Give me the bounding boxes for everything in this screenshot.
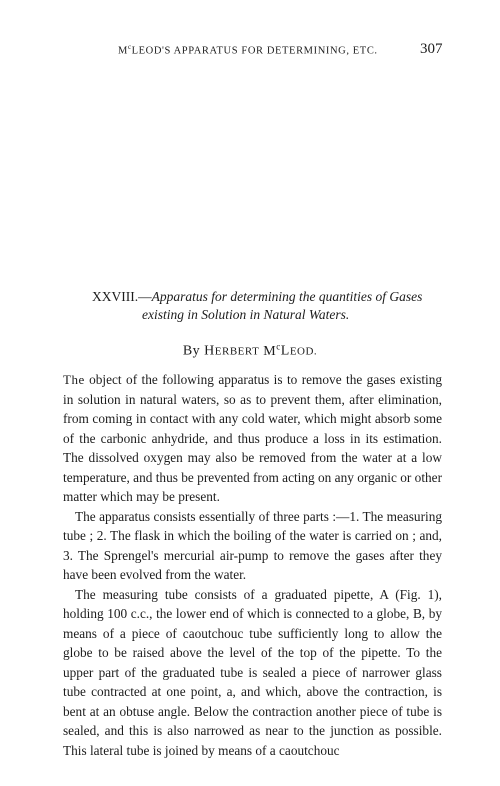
byline-prefix: By — [182, 343, 205, 359]
author-last-prefix: $M^c$ — [263, 341, 281, 359]
author-first-rest: ERBERT — [214, 345, 260, 358]
byline — [0, 341, 500, 360]
author-first-initial: H — [204, 343, 215, 359]
page-number: 307 — [420, 41, 443, 57]
paragraph-1 — [63, 370, 442, 507]
paragraph-1-lead-word: The — [63, 372, 85, 387]
running-head — [0, 41, 500, 61]
article-title-line-2 — [92, 306, 432, 324]
author-last-initial: L — [280, 343, 290, 359]
article-title-line-1 — [92, 288, 432, 306]
paragraph-2: The apparatus consists essentially of three parts :—1. The measuring tube ; 2. The flask in which the boiling of the water is carried on ; and, 3. The Sprengel's mercurial air-pump to remove the gases after they have been evolved from the water. — [63, 508, 442, 582]
running-title: $M^cLEOD'S$ APPARATUS FOR DETERMINING, ETC. — [118, 43, 378, 57]
author-last-rest: EOD. — [289, 345, 318, 358]
article-body — [63, 370, 442, 760]
article-number: XXVIII.— — [92, 289, 152, 304]
article-title-text-1: Apparatus for determining the quantities of Gases — [151, 289, 423, 304]
article-title-text-2: existing in Solution in Natural Waters. — [142, 307, 350, 322]
paragraph-1-text: object of the following apparatus is to remove the gases existing in solution in natural waters, so as to prevent them, after elimination, from coming in contact with any cold water, which might absorb some of the carbonic anhydride, and thus produce a loss in its estimation. The dissolved oxygen may also be removed from the water at a low temperature, and thus be prevented from acting on any organic or other matter which may be present. — [63, 372, 442, 504]
article-title — [92, 288, 432, 324]
paragraph-3: The measuring tube consists of a graduated pipette, A (Fig. 1), holding 100 c.c., the lower end of which is connected to a globe, B, by means of a piece of caoutchouc tube sufficiently long to allow the globe to be raised above the level of the top of the pipette. To the upper part of the graduated tube is sealed a piece of narrower glass tube contracted at one point, a, and which, above the contraction, is bent at an obtuse angle. Below the contraction another piece of tube is sealed, and this is also narrowed as near to the junction as possible. This lateral tube is joined by means of a caoutchouc — [63, 586, 442, 758]
